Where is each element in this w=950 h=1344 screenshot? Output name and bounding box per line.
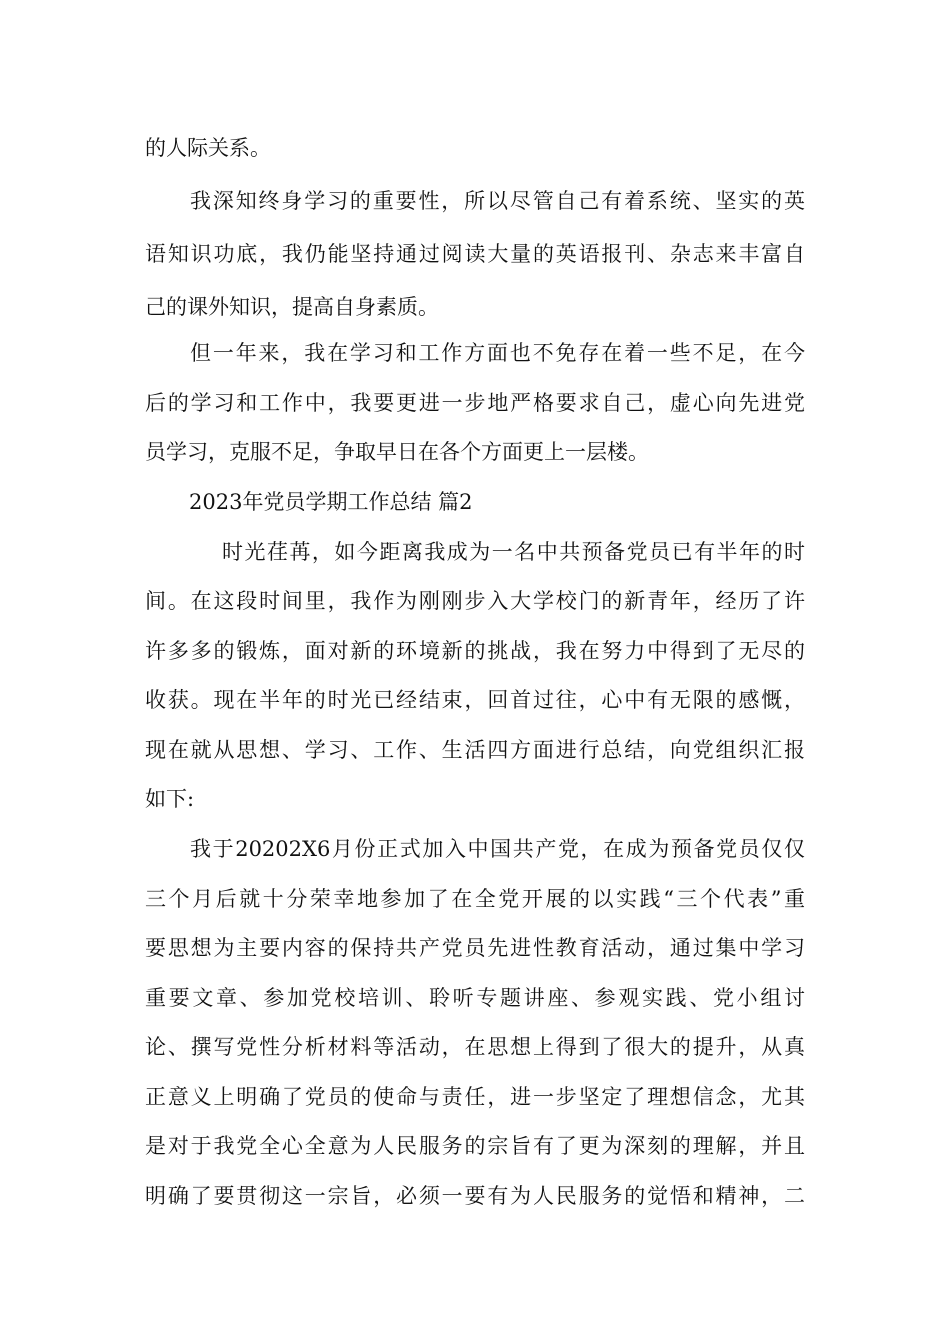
paragraph-line: 许多多的锻炼，面对新的环境新的挑战，我在努力中得到了无尽的 — [145, 639, 805, 663]
paragraph-line: 语知识功底，我仍能坚持通过阅读大量的英语报刊、杂志来丰富自 — [145, 242, 805, 266]
paragraph-line: 收获。现在半年的时光已经结束，回首过往，心中有无限的感慨， — [145, 688, 805, 712]
paragraph-line: 三个月后就十分荣幸地参加了在全党开展的以实践“三个代表”重 — [145, 887, 805, 911]
paragraph-line: 己的课外知识，提高自身素质。 — [145, 295, 439, 319]
paragraph-line: 员学习，克服不足，争取早日在各个方面更上一层楼。 — [145, 440, 649, 464]
paragraph-line: 时光荏苒，如今距离我成为一名中共预备党员已有半年的时 — [222, 540, 805, 564]
paragraph-line: 但一年来，我在学习和工作方面也不免存在着一些不足，在今 — [190, 341, 805, 365]
paragraph-line: 的人际关系。 — [145, 136, 271, 160]
paragraph-line: 明确了要贯彻这一宗旨，必须一要有为人民服务的觉悟和精神，二 — [145, 1184, 805, 1208]
paragraph-line: 现在就从思想、学习、工作、生活四方面进行总结，向党组织汇报 — [145, 738, 805, 762]
paragraph-line: 重要文章、参加党校培训、聆听专题讲座、参观实践、党小组讨 — [145, 986, 805, 1010]
paragraph-line: 要思想为主要内容的保持共产党员先进性教育活动，通过集中学习 — [145, 936, 805, 960]
paragraph-line: 后的学习和工作中，我要更进一步地严格要求自己，虚心向先进党 — [145, 391, 805, 415]
paragraph-line: 我深知终身学习的重要性，所以尽管自己有着系统、坚实的英 — [190, 189, 805, 213]
paragraph-line: 我于20202X6月份正式加入中国共产党，在成为预备党员仅仅 — [190, 837, 805, 861]
paragraph-line: 如下: — [145, 787, 195, 811]
paragraph-line: 是对于我党全心全意为人民服务的宗旨有了更为深刻的理解，并且 — [145, 1134, 805, 1158]
paragraph-line: 间。在这段时间里，我作为刚刚步入大学校门的新青年，经历了许 — [145, 589, 805, 613]
section-heading: 2023年党员学期工作总结 篇2 — [189, 490, 473, 514]
paragraph-line: 论、撰写党性分析材料等活动，在思想上得到了很大的提升，从真 — [145, 1035, 805, 1059]
paragraph-line: 正意义上明确了党员的使命与责任，进一步坚定了理想信念，尤其 — [145, 1085, 805, 1109]
